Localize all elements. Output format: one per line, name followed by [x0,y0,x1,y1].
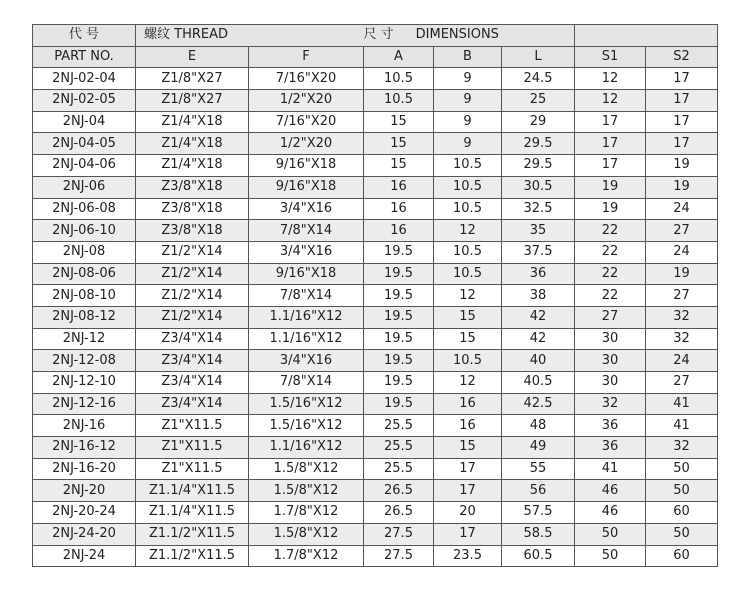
cell-a: 25.5 [364,458,434,480]
cell-part-no: 2NJ-24 [33,545,136,567]
cell-f: 1.5/16"X12 [249,393,364,415]
cell-s2: 17 [646,111,718,133]
cell-b: 9 [434,90,502,112]
cell-l: 57.5 [502,502,575,524]
table-body [33,68,718,567]
cell-s1: 30 [575,350,646,372]
cell-e: Z3/8"X18 [136,176,249,198]
cell-s1: 30 [575,328,646,350]
cell-a: 27.5 [364,523,434,545]
cell-l: 38 [502,285,575,307]
cell-b: 10.5 [434,241,502,263]
cell-s1: 41 [575,458,646,480]
cell-s1: 22 [575,285,646,307]
dimensions-en-label: DIMENSIONS [415,27,499,43]
cell-s1: 22 [575,241,646,263]
cell-l: 40 [502,350,575,372]
table-row [33,198,718,220]
cell-s1: 46 [575,480,646,502]
cell-a: 26.5 [364,502,434,524]
cell-b: 17 [434,480,502,502]
cell-part-no: 2NJ-04-06 [33,155,136,177]
cell-s2: 19 [646,155,718,177]
col-a: A [364,46,434,68]
cell-b: 20 [434,502,502,524]
cell-s2: 17 [646,133,718,155]
cell-part-no: 2NJ-06 [33,176,136,198]
cell-f: 7/16"X20 [249,68,364,90]
cell-e: Z1.1/4"X11.5 [136,480,249,502]
dimensions-cn-label: 尺 寸 [363,27,394,43]
cell-e: Z3/4"X14 [136,372,249,394]
cell-b: 17 [434,523,502,545]
cell-a: 19.5 [364,306,434,328]
cell-f: 9/16"X18 [249,263,364,285]
col-s2: S2 [646,46,718,68]
cell-l: 56 [502,480,575,502]
cell-f: 3/4"X16 [249,241,364,263]
cell-e: Z3/4"X14 [136,328,249,350]
col-e: E [136,46,249,68]
cell-part-no: 2NJ-06-10 [33,220,136,242]
cell-f: 7/8"X14 [249,285,364,307]
cell-e: Z1/2"X14 [136,241,249,263]
cell-s2: 27 [646,285,718,307]
table-row [33,502,718,524]
cell-l: 60.5 [502,545,575,567]
cell-f: 1.5/8"X12 [249,480,364,502]
cell-s1: 46 [575,502,646,524]
cell-f: 1.1/16"X12 [249,328,364,350]
table-row [33,133,718,155]
cell-b: 15 [434,437,502,459]
cell-l: 48 [502,415,575,437]
cell-b: 12 [434,220,502,242]
table-row [33,393,718,415]
cell-s2: 60 [646,502,718,524]
cell-s1: 36 [575,437,646,459]
cell-e: Z1/4"X18 [136,133,249,155]
cell-part-no: 2NJ-12 [33,328,136,350]
cell-a: 25.5 [364,437,434,459]
cell-a: 16 [364,220,434,242]
cell-f: 3/4"X16 [249,350,364,372]
cell-a: 19.5 [364,241,434,263]
cell-s1: 12 [575,68,646,90]
cell-part-no: 2NJ-02-04 [33,68,136,90]
cell-l: 37.5 [502,241,575,263]
cell-b: 12 [434,372,502,394]
cell-e: Z1"X11.5 [136,415,249,437]
cell-e: Z1.1/2"X11.5 [136,523,249,545]
cell-l: 29.5 [502,133,575,155]
cell-a: 16 [364,176,434,198]
cell-part-no: 2NJ-02-05 [33,90,136,112]
cell-l: 42 [502,328,575,350]
table-row [33,220,718,242]
cell-f: 7/8"X14 [249,220,364,242]
cell-l: 42 [502,306,575,328]
cell-s2: 24 [646,198,718,220]
cell-s1: 12 [575,90,646,112]
cell-part-no: 2NJ-16-12 [33,437,136,459]
table-row [33,285,718,307]
cell-e: Z1.1/4"X11.5 [136,502,249,524]
cell-f: 3/4"X16 [249,198,364,220]
cell-s1: 27 [575,306,646,328]
cell-s1: 19 [575,198,646,220]
table-row [33,68,718,90]
cell-s1: 22 [575,263,646,285]
cell-l: 29 [502,111,575,133]
cell-part-no: 2NJ-04-05 [33,133,136,155]
thread-label: 螺纹 THREAD [144,27,228,43]
cell-e: Z1/4"X18 [136,155,249,177]
cell-f: 1.7/8"X12 [249,502,364,524]
cell-l: 36 [502,263,575,285]
cell-l: 25 [502,90,575,112]
table-row [33,241,718,263]
cell-e: Z1"X11.5 [136,437,249,459]
cell-f: 1.1/16"X12 [249,437,364,459]
cell-f: 1/2"X20 [249,90,364,112]
cell-l: 49 [502,437,575,459]
cell-part-no: 2NJ-20-24 [33,502,136,524]
cell-s2: 50 [646,480,718,502]
table-row [33,155,718,177]
table-row [33,458,718,480]
cell-s2: 41 [646,415,718,437]
cell-part-no: 2NJ-04 [33,111,136,133]
table-row [33,350,718,372]
col-f: F [249,46,364,68]
cell-l: 40.5 [502,372,575,394]
cell-b: 12 [434,285,502,307]
cell-l: 29.5 [502,155,575,177]
cell-part-no: 2NJ-12-08 [33,350,136,372]
thread-header [136,25,364,47]
cell-s1: 36 [575,415,646,437]
cell-part-no: 2NJ-12-10 [33,372,136,394]
cell-a: 26.5 [364,480,434,502]
cell-b: 10.5 [434,176,502,198]
cell-part-no: 2NJ-16 [33,415,136,437]
cell-s2: 60 [646,545,718,567]
cell-e: Z1/2"X14 [136,263,249,285]
cell-part-no: 2NJ-16-20 [33,458,136,480]
cell-f: 7/8"X14 [249,372,364,394]
cell-e: Z1.1/2"X11.5 [136,545,249,567]
cell-s2: 50 [646,458,718,480]
cell-f: 1.7/8"X12 [249,545,364,567]
cell-s1: 32 [575,393,646,415]
cell-l: 55 [502,458,575,480]
cell-f: 1.5/8"X12 [249,523,364,545]
cell-part-no: 2NJ-20 [33,480,136,502]
cell-s2: 32 [646,328,718,350]
table-row [33,545,718,567]
cell-a: 15 [364,155,434,177]
cell-s2: 17 [646,68,718,90]
table-row [33,328,718,350]
cell-e: Z3/4"X14 [136,393,249,415]
cell-b: 15 [434,328,502,350]
cell-s2: 32 [646,306,718,328]
blank-header [575,25,718,47]
table-row [33,372,718,394]
cell-l: 58.5 [502,523,575,545]
table-row [33,90,718,112]
code-header: 代 号 [33,25,136,47]
table-row [33,523,718,545]
cell-a: 19.5 [364,263,434,285]
cell-b: 9 [434,68,502,90]
cell-e: Z1/8"X27 [136,90,249,112]
cell-e: Z3/4"X14 [136,350,249,372]
cell-f: 1/2"X20 [249,133,364,155]
cell-f: 7/16"X20 [249,111,364,133]
cell-b: 23.5 [434,545,502,567]
cell-e: Z1/2"X14 [136,306,249,328]
cell-s1: 17 [575,111,646,133]
cell-l: 30.5 [502,176,575,198]
cell-b: 15 [434,306,502,328]
cell-a: 19.5 [364,350,434,372]
cell-b: 16 [434,393,502,415]
cell-f: 1.5/16"X12 [249,415,364,437]
cell-s1: 17 [575,133,646,155]
dimensions-table [32,24,718,567]
cell-e: Z1/8"X27 [136,68,249,90]
cell-s2: 24 [646,350,718,372]
cell-a: 10.5 [364,68,434,90]
table-row [33,437,718,459]
cell-s2: 32 [646,437,718,459]
table-row [33,263,718,285]
cell-part-no: 2NJ-08-12 [33,306,136,328]
cell-b: 17 [434,458,502,480]
cell-s1: 22 [575,220,646,242]
cell-b: 10.5 [434,263,502,285]
cell-s2: 24 [646,241,718,263]
cell-s2: 27 [646,220,718,242]
col-b: B [434,46,502,68]
cell-b: 10.5 [434,198,502,220]
cell-f: 1.5/8"X12 [249,458,364,480]
cell-l: 24.5 [502,68,575,90]
col-l: L [502,46,575,68]
cell-a: 27.5 [364,545,434,567]
cell-l: 35 [502,220,575,242]
cell-s1: 17 [575,155,646,177]
cell-a: 16 [364,198,434,220]
cell-s1: 19 [575,176,646,198]
cell-b: 10.5 [434,155,502,177]
cell-s1: 50 [575,545,646,567]
col-s1: S1 [575,46,646,68]
cell-b: 9 [434,133,502,155]
table-row [33,415,718,437]
cell-s1: 50 [575,523,646,545]
cell-e: Z3/8"X18 [136,198,249,220]
cell-a: 19.5 [364,393,434,415]
cell-part-no: 2NJ-08 [33,241,136,263]
cell-part-no: 2NJ-06-08 [33,198,136,220]
cell-e: Z3/8"X18 [136,220,249,242]
table-row [33,480,718,502]
table-row [33,111,718,133]
cell-b: 10.5 [434,350,502,372]
cell-s2: 17 [646,90,718,112]
cell-a: 19.5 [364,285,434,307]
cell-a: 25.5 [364,415,434,437]
cell-part-no: 2NJ-08-10 [33,285,136,307]
cell-s2: 41 [646,393,718,415]
cell-a: 10.5 [364,90,434,112]
header-row-columns [33,46,718,68]
cell-part-no: 2NJ-08-06 [33,263,136,285]
cell-s2: 19 [646,263,718,285]
cell-s2: 19 [646,176,718,198]
cell-f: 9/16"X18 [249,176,364,198]
cell-s1: 30 [575,372,646,394]
cell-b: 16 [434,415,502,437]
cell-s2: 27 [646,372,718,394]
cell-part-no: 2NJ-12-16 [33,393,136,415]
cell-a: 19.5 [364,328,434,350]
dimensions-header [364,25,575,47]
cell-f: 9/16"X18 [249,155,364,177]
table-row [33,306,718,328]
cell-f: 1.1/16"X12 [249,306,364,328]
cell-a: 15 [364,111,434,133]
cell-e: Z1"X11.5 [136,458,249,480]
header-row-top [33,25,718,47]
table-row [33,176,718,198]
cell-e: Z1/2"X14 [136,285,249,307]
cell-s2: 50 [646,523,718,545]
cell-l: 42.5 [502,393,575,415]
cell-a: 19.5 [364,372,434,394]
cell-l: 32.5 [502,198,575,220]
col-part-no: PART NO. [33,46,136,68]
cell-a: 15 [364,133,434,155]
cell-b: 9 [434,111,502,133]
cell-part-no: 2NJ-24-20 [33,523,136,545]
cell-e: Z1/4"X18 [136,111,249,133]
